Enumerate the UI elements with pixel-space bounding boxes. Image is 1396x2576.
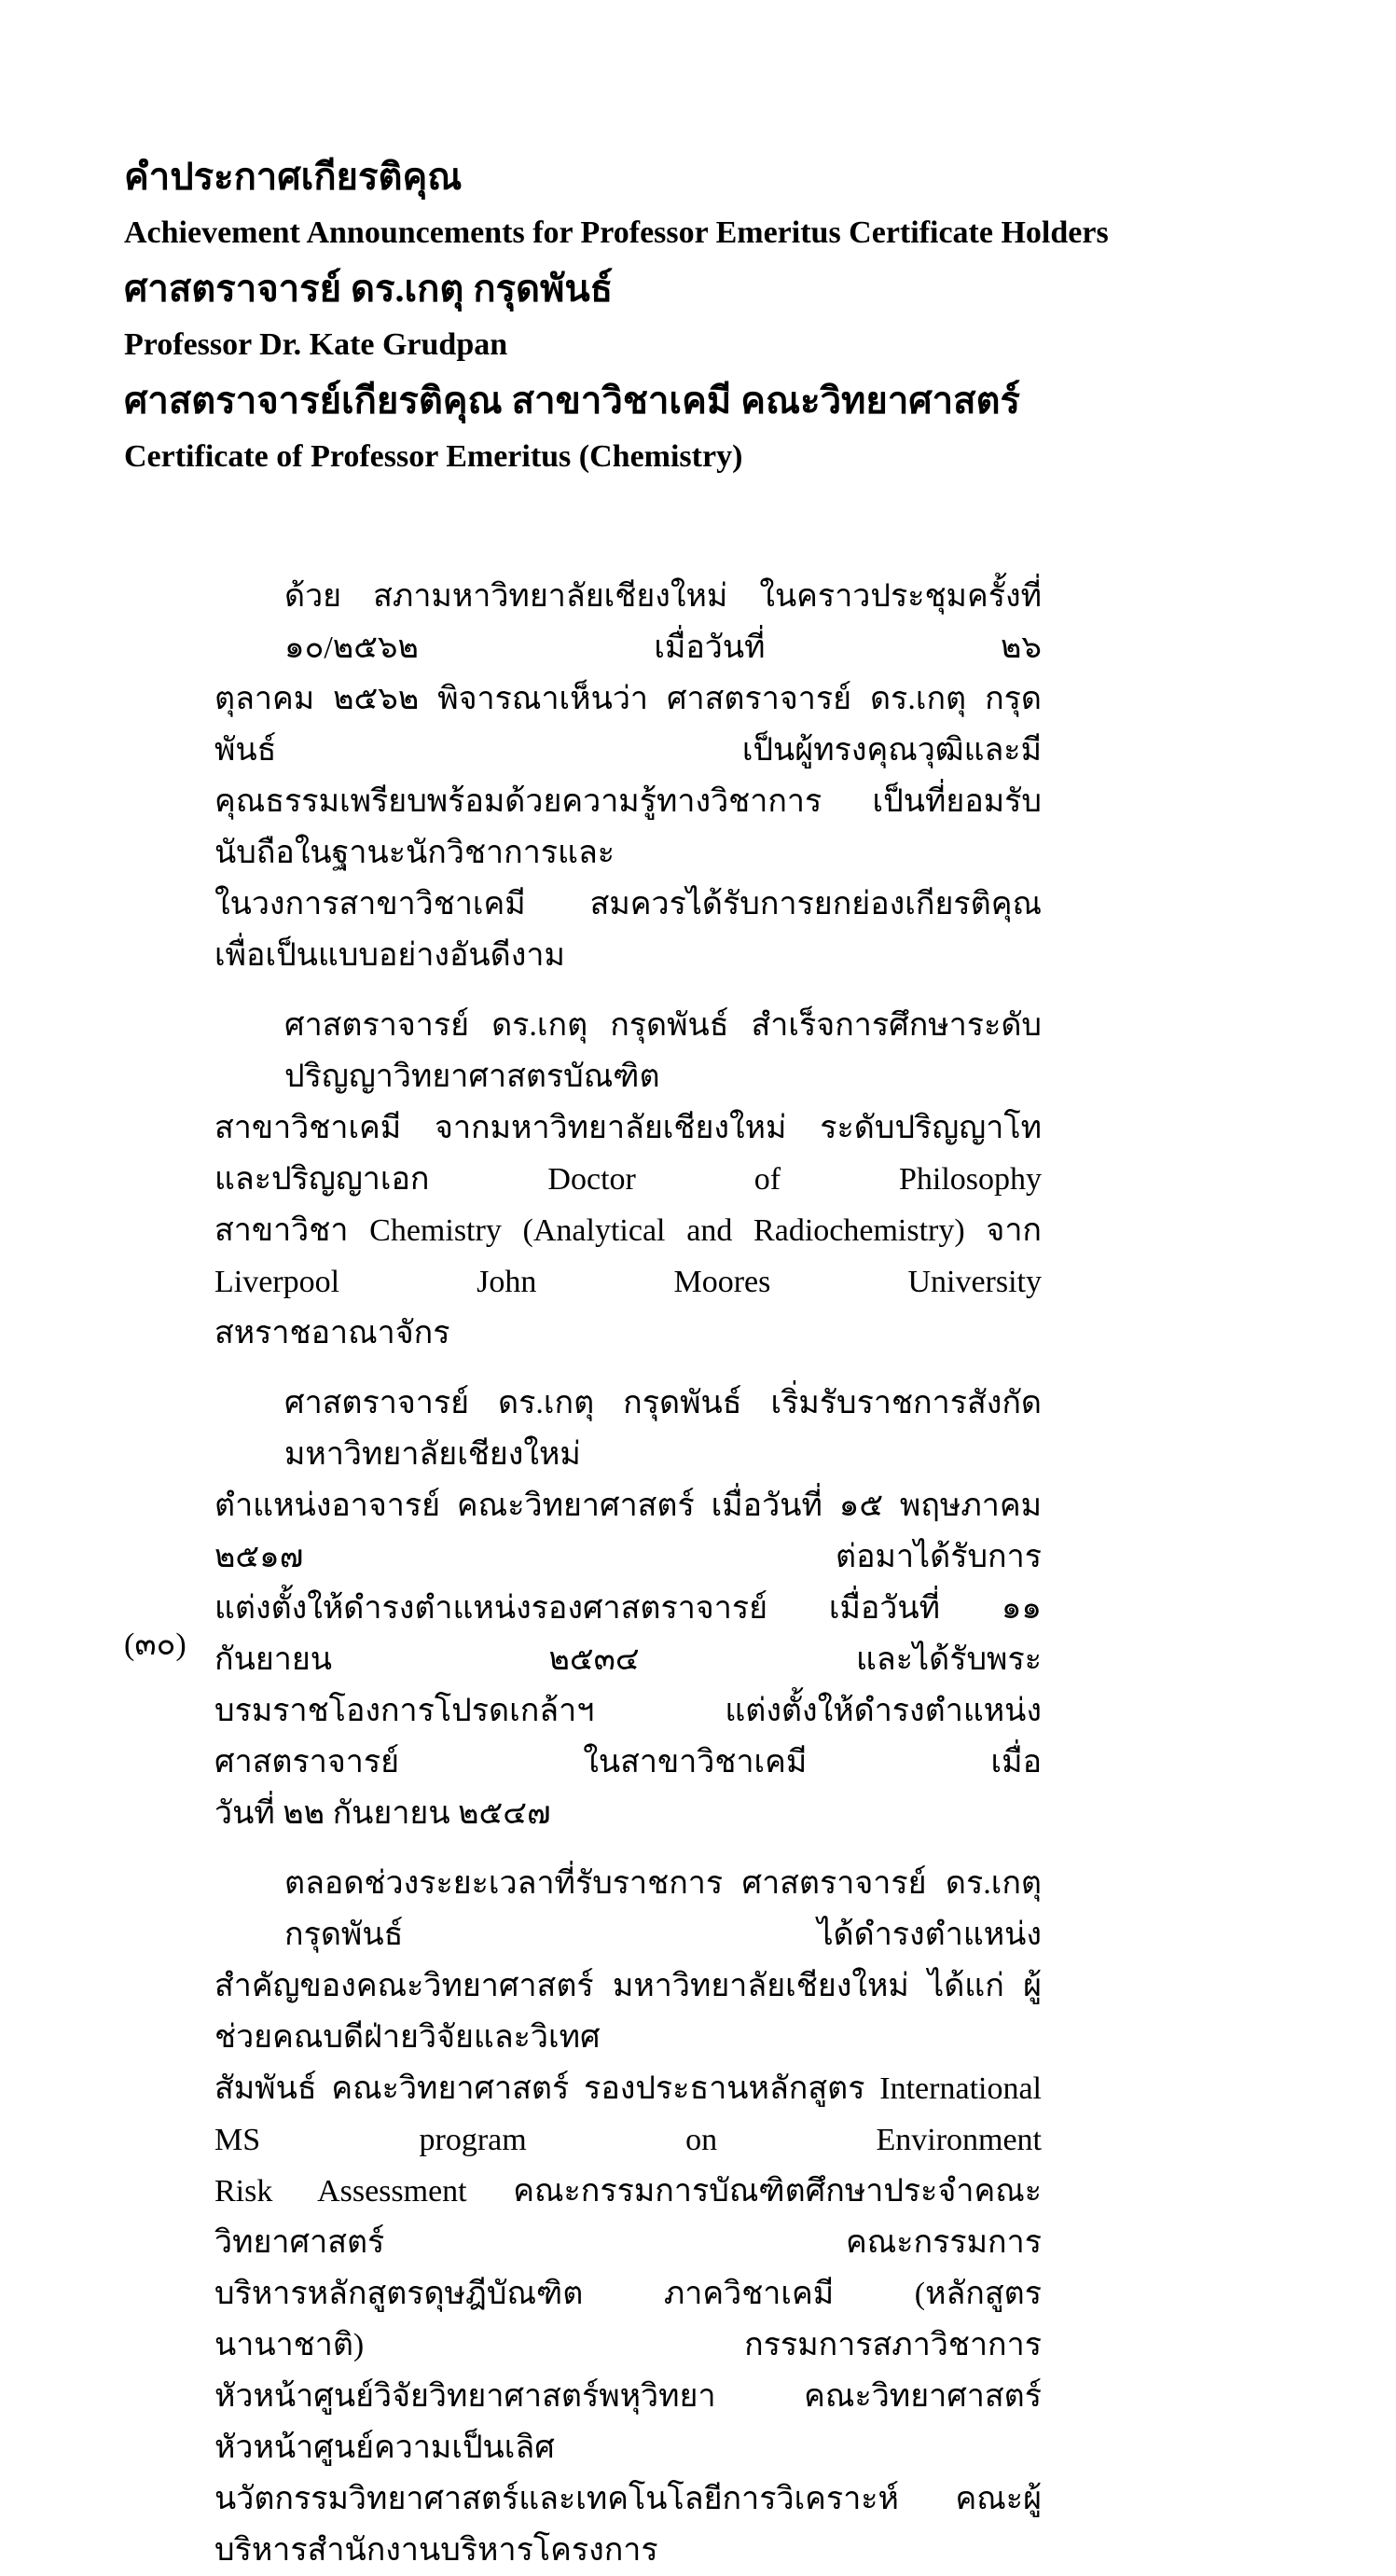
paragraph-3 <box>214 1378 1042 1839</box>
title-line-1: คำประกาศเกียรติคุณ <box>124 156 463 198</box>
body-line: Risk Assessment คณะกรรมการบัณฑิตศึกษาประจำคณะวิทยาศาสตร์ คณะกรรมการ <box>214 2174 1042 2260</box>
page-number: (๓๐) <box>124 1627 187 1662</box>
document-body <box>214 571 1042 2576</box>
body-line: แต่งตั้งให้ดำรงตำแหน่งรองศาสตราจารย์ เมื่อวันที่ ๑๑ กันยายน ๒๕๓๔ และได้รับพระ <box>214 1591 1042 1677</box>
title-line-4: Professor Dr. Kate Grudpan <box>124 327 508 362</box>
body-line: นวัตกรรมวิทยาศาสตร์และเทคโนโลยีการวิเคราะห์ คณะผู้บริหารสำนักงานบริหารโครงการ <box>214 2482 1042 2568</box>
body-line: สาขาวิชาเคมี จากมหาวิทยาลัยเชียงใหม่ ระดับปริญญาโทและปริญญาเอก Doctor of Philosophy <box>214 1111 1042 1197</box>
title-line-3: ศาสตราจารย์ ดร.เกตุ กรุดพันธ์ <box>124 268 614 310</box>
paragraph-2 <box>214 1000 1042 1359</box>
title-line-2: Achievement Announcements for Professor Emeritus Certificate Holders <box>124 215 1109 250</box>
title-block <box>124 149 1187 485</box>
title-line-6: Certificate of Professor Emeritus (Chemistry) <box>124 439 743 474</box>
body-line: ตลอดช่วงระยะเวลาที่รับราชการ ศาสตราจารย์ ดร.เกตุ กรุดพันธ์ ได้ดำรงตำแหน่ง <box>284 1866 1042 1952</box>
body-line: หัวหน้าศูนย์วิจัยวิทยาศาสตร์พหุวิทยา คณะวิทยาศาสตร์ หัวหน้าศูนย์ความเป็นเลิศ <box>214 2379 1042 2465</box>
body-line: ในวงการสาขาวิชาเคมี สมควรได้รับการยกย่องเกียรติคุณ เพื่อเป็นแบบอย่างอันดีงาม <box>214 887 1042 973</box>
body-line: ด้วย สภามหาวิทยาลัยเชียงใหม่ ในคราวประชุมครั้งที่ ๑๐/๒๕๖๒ เมื่อวันที่ ๒๖ <box>284 579 1042 665</box>
body-line: วันที่ ๒๒ กันยายน ๒๕๔๗ <box>214 1796 551 1831</box>
paragraph-1 <box>214 571 1042 981</box>
body-line: สหราชอาณาจักร <box>214 1316 450 1350</box>
body-line: สาขาวิชา Chemistry (Analytical and Radiochemistry) จาก Liverpool John Moores University <box>214 1213 1042 1299</box>
body-line: สำคัญของคณะวิทยาศาสตร์ มหาวิทยาลัยเชียงใหม่ ได้แก่ ผู้ช่วยคณบดีฝ่ายวิจัยและวิเทศ <box>214 1969 1042 2055</box>
body-line: คุณธรรมเพรียบพร้อมด้วยความรู้ทางวิชาการ เป็นที่ยอมรับนับถือในฐานะนักวิชาการและ <box>214 784 1042 870</box>
body-line: ศาสตราจารย์ ดร.เกตุ กรุดพันธ์ สำเร็จการศึกษาระดับปริญญาวิทยาศาสตรบัณฑิต <box>284 1008 1042 1094</box>
body-line: ศาสตราจารย์ ดร.เกตุ กรุดพันธ์ เริ่มรับราชการสังกัดมหาวิทยาลัยเชียงใหม่ <box>284 1386 1042 1472</box>
body-line: ตำแหน่งอาจารย์ คณะวิทยาศาสตร์ เมื่อวันที่ ๑๕ พฤษภาคม ๒๕๑๗ ต่อมาได้รับการ <box>214 1489 1042 1574</box>
body-line: บริหารหลักสูตรดุษฎีบัณฑิต ภาควิชาเคมี (หลักสูตรนานาชาติ) กรรมการสภาวิชาการ <box>214 2277 1042 2362</box>
title-line-5: ศาสตราจารย์เกียรติคุณ สาขาวิชาเคมี คณะวิทยาศาสตร์ <box>124 380 1021 422</box>
body-line: ตุลาคม ๒๕๖๒ พิจารณาเห็นว่า ศาสตราจารย์ ดร.เกตุ กรุดพันธ์ เป็นผู้ทรงคุณวุฒิและมี <box>214 682 1042 768</box>
body-line: บรมราชโองการโปรดเกล้าฯ แต่งตั้งให้ดำรงตำแหน่งศาสตราจารย์ ในสาขาวิชาเคมี เมื่อ <box>214 1694 1042 1780</box>
paragraph-4 <box>214 1858 1042 2576</box>
body-line: สัมพันธ์ คณะวิทยาศาสตร์ รองประธานหลักสูตร International MS program on Environment <box>214 2071 1042 2157</box>
